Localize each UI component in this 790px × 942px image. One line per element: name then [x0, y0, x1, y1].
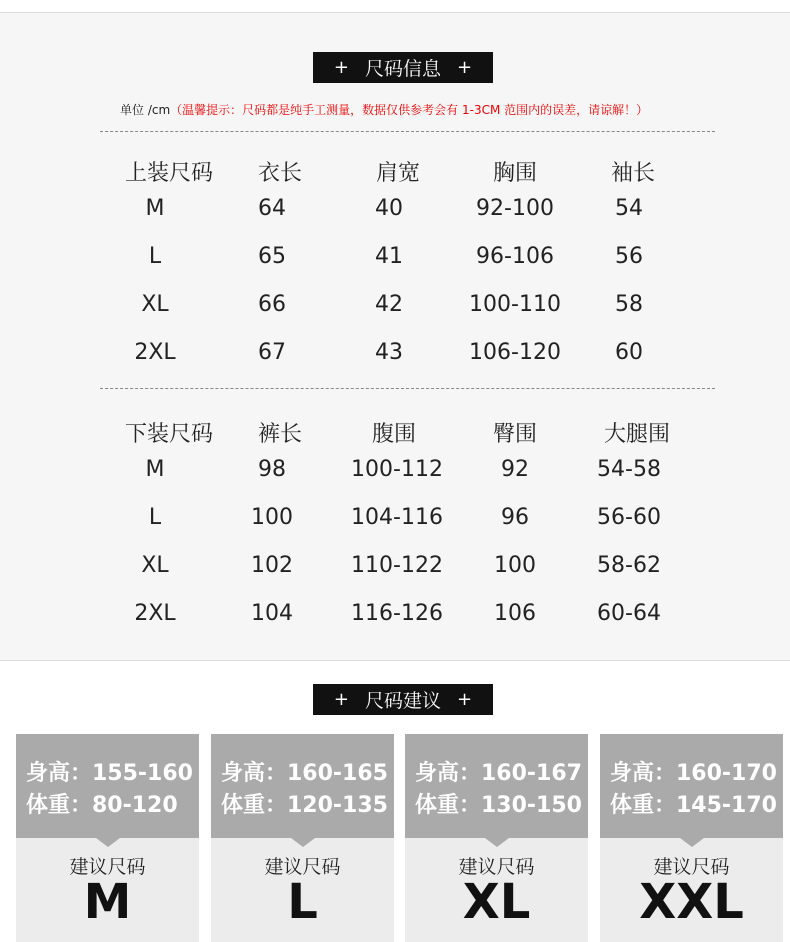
- table-cell: XL: [141, 292, 169, 317]
- suggest-label: 建议尺码: [458, 856, 535, 878]
- height-range: 身高：155-160: [26, 761, 193, 786]
- table-cell: 106: [494, 601, 536, 626]
- table-cell: 65: [258, 244, 286, 269]
- table-header-row: [0, 417, 790, 447]
- table-cell: 56: [615, 244, 643, 269]
- card-pointer: [291, 838, 315, 847]
- table-cell: 60-64: [597, 601, 661, 626]
- card-body-measurements: [405, 734, 588, 838]
- table-cell: 96: [501, 505, 529, 530]
- table-cell: XL: [141, 553, 169, 578]
- header-cell: 胸围: [492, 161, 537, 186]
- banner-plus-left: +: [333, 57, 349, 78]
- size-card-l: [211, 734, 394, 942]
- table-cell: 54-58: [597, 457, 661, 482]
- header-cell: 臀围: [492, 422, 537, 447]
- weight-range: 体重：80-120: [26, 793, 178, 818]
- table-header-row: [0, 156, 790, 186]
- card-pointer: [680, 838, 704, 847]
- table-cell: L: [148, 505, 162, 530]
- table-cell: 100: [251, 505, 293, 530]
- suggest-label: 建议尺码: [69, 856, 146, 878]
- table-cell: 60: [615, 340, 643, 365]
- table-row: [0, 505, 790, 535]
- table-cell: 43: [375, 340, 403, 365]
- suggest-label: 建议尺码: [653, 856, 730, 878]
- table-cell: 104-116: [351, 505, 443, 530]
- header-cell: 裤长: [257, 422, 302, 447]
- card-body-measurements: [600, 734, 783, 838]
- table-cell: 40: [375, 196, 403, 221]
- suggest-label: 建议尺码: [264, 856, 341, 878]
- table-cell: 2XL: [134, 340, 176, 365]
- table-row: [0, 340, 790, 370]
- table-cell: 96-106: [476, 244, 554, 269]
- banner-plus-left: +: [333, 689, 349, 710]
- header-cell: 下装尺码: [124, 422, 213, 447]
- suggested-size: XXL: [639, 874, 744, 930]
- dashed-divider: [100, 388, 715, 389]
- table-cell: 100: [494, 553, 536, 578]
- weight-range: 体重：130-150: [415, 793, 582, 818]
- card-body-measurements: [211, 734, 394, 838]
- table-cell: 2XL: [134, 601, 176, 626]
- banner-plus-right: +: [457, 57, 473, 78]
- table-cell: 104: [251, 601, 293, 626]
- table-row: [0, 601, 790, 631]
- size-card-m: [16, 734, 199, 942]
- card-pointer: [96, 838, 120, 847]
- table-cell: M: [145, 457, 165, 482]
- table-cell: 66: [258, 292, 286, 317]
- suggested-size: XL: [462, 874, 531, 930]
- table-cell: 102: [251, 553, 293, 578]
- header-cell: 肩宽: [375, 161, 420, 186]
- header-cell: 腹围: [371, 422, 416, 447]
- size-info-banner: [313, 52, 493, 83]
- size-suggest-banner: [313, 684, 493, 715]
- suggested-size: M: [83, 874, 132, 930]
- table-cell: 64: [258, 196, 286, 221]
- table-cell: 58: [615, 292, 643, 317]
- card-pointer: [485, 838, 509, 847]
- table-row: [0, 553, 790, 583]
- table-row: [0, 292, 790, 322]
- table-cell: 100-110: [469, 292, 561, 317]
- size-card-xxl: [600, 734, 783, 942]
- table-cell: L: [148, 244, 162, 269]
- table-cell: 106-120: [469, 340, 561, 365]
- card-body-measurements: [16, 734, 199, 838]
- weight-range: 体重：120-135: [221, 793, 388, 818]
- warning-note: （温馨提示：尺码都是纯手工测量，数据仅供参考会有 1-3CM 范围内的误差，请谅解！）: [170, 103, 649, 117]
- table-cell: 67: [258, 340, 286, 365]
- table-cell: 92: [501, 457, 529, 482]
- table-cell: 42: [375, 292, 403, 317]
- table-cell: 100-112: [351, 457, 443, 482]
- header-cell: 衣长: [257, 161, 302, 186]
- table-row: [0, 457, 790, 487]
- table-cell: 98: [258, 457, 286, 482]
- banner-plus-right: +: [457, 689, 473, 710]
- table-cell: M: [145, 196, 165, 221]
- table-row: [0, 196, 790, 226]
- table-cell: 56-60: [597, 505, 661, 530]
- table-cell: 54: [615, 196, 643, 221]
- table-cell: 41: [375, 244, 403, 269]
- height-range: 身高：160-170: [610, 761, 777, 786]
- banner-title: 尺码建议: [364, 690, 441, 712]
- table-cell: 116-126: [351, 601, 443, 626]
- table-cell: 110-122: [351, 553, 443, 578]
- dashed-divider: [100, 131, 715, 132]
- table-cell: 92-100: [476, 196, 554, 221]
- height-range: 身高：160-165: [221, 761, 388, 786]
- unit-note: [120, 101, 648, 118]
- height-range: 身高：160-167: [415, 761, 582, 786]
- suggested-size: L: [287, 874, 318, 930]
- header-cell: 大腿围: [603, 422, 670, 447]
- banner-title: 尺码信息: [364, 58, 441, 80]
- size-card-xl: [405, 734, 588, 942]
- weight-range: 体重：145-170: [610, 793, 777, 818]
- header-cell: 袖长: [610, 161, 655, 186]
- unit-label: 单位 /cm: [120, 103, 171, 117]
- header-cell: 上装尺码: [124, 161, 213, 186]
- table-row: [0, 244, 790, 274]
- table-cell: 58-62: [597, 553, 661, 578]
